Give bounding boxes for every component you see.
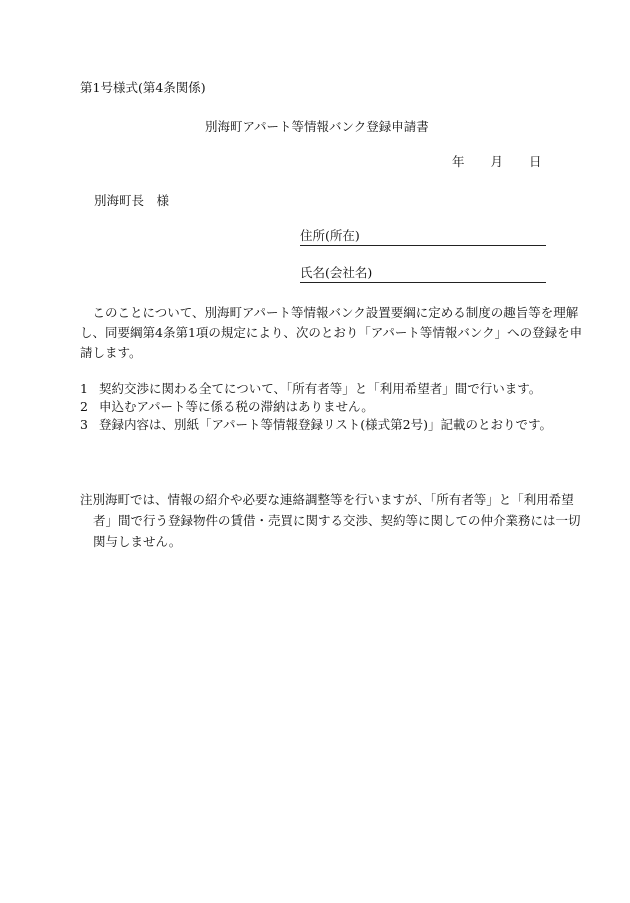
note-section <box>80 489 581 552</box>
list-item-number: 3 <box>80 416 88 432</box>
address-field-label: 住所(所在) <box>300 228 360 243</box>
name-field-label: 氏名(会社名) <box>300 265 373 280</box>
note-line: 別海町では、情報の紹介や必要な連絡調整等を行いますが、「所有者等」と「利用希望 <box>92 492 574 507</box>
list-item-number: 1 <box>80 380 88 396</box>
list-item <box>80 398 560 416</box>
note-line: 者」間で行う登録物件の賃借・売買に関する交渉、契約等に関しての仲介業務には一切 <box>93 513 581 528</box>
paragraph-line: このことについて、別海町アパート等情報バンク設置要綱に定める制度の趣旨等を理解 <box>80 305 579 320</box>
list-item-text: 契約交渉に関わる全てについて、「所有者等」と「利用希望者」間で行います。 <box>99 380 542 396</box>
paragraph-line: し、同要綱第4条第1項の規定により、次のとおり「アパート等情報バンク」への登録を申 <box>80 325 583 340</box>
address-field <box>300 230 546 246</box>
date-day-label: 日 <box>529 154 542 169</box>
note-mark: 注 <box>80 492 93 507</box>
name-field <box>300 267 546 283</box>
date-line <box>452 156 542 169</box>
date-month-label: 月 <box>490 154 504 169</box>
note-line: 関与しません。 <box>93 534 182 549</box>
paragraph-line: 請します。 <box>80 345 142 360</box>
application-paragraph <box>80 303 583 363</box>
addressee: 別海町長 様 <box>94 193 170 208</box>
declaration-list <box>80 380 560 434</box>
list-item-text: 登録内容は、別紙「アパート等情報登録リスト(様式第2号)」記載のとおりです。 <box>99 416 552 432</box>
list-item <box>80 380 560 398</box>
list-item-text: 申込むアパート等に係る税の滞納はありません。 <box>99 398 374 414</box>
list-item-number: 2 <box>80 398 88 414</box>
date-year-label: 年 <box>452 154 465 169</box>
document-title: 別海町アパート等情報バンク登録申請書 <box>205 119 429 134</box>
form-number-label: 第1号様式(第4条関係) <box>80 80 206 95</box>
list-item <box>80 416 560 434</box>
